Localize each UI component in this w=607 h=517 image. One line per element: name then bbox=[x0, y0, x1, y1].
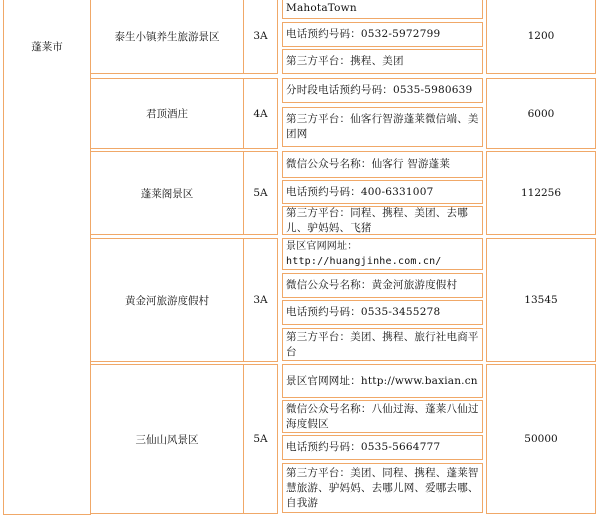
channel-cell bbox=[282, 206, 483, 235]
channel-text: 第三方平台：携程、美团 bbox=[286, 55, 404, 67]
channel-cell bbox=[282, 0, 483, 19]
visitors-cell bbox=[486, 151, 596, 235]
scenic-name-cell bbox=[90, 238, 244, 362]
channel-cell bbox=[282, 435, 483, 460]
channel-text: 景区官网网址：http://www.baxian.cn bbox=[286, 374, 478, 387]
visitors-value: 112256 bbox=[520, 187, 562, 199]
channel-text: 第三方平台：美团、同程、携程、蓬莱智慧旅游、驴妈妈、去哪儿网、爱哪去哪、自我游 bbox=[286, 466, 479, 509]
channel-text: 电话预约号码：400-6331007 bbox=[286, 185, 434, 198]
level-value: 4A bbox=[253, 107, 268, 120]
channel-cell bbox=[282, 273, 483, 298]
scenic-name-cell bbox=[90, 364, 244, 514]
scenic-name-cell bbox=[90, 78, 244, 149]
channel-text: 微信公众号名称：黄金河旅游度假村 bbox=[286, 279, 458, 291]
channel-text: 第三方平台：同程、携程、美团、去哪儿、驴妈妈、飞猪 bbox=[286, 206, 468, 234]
visitors-cell bbox=[486, 238, 596, 362]
channel-cell bbox=[282, 463, 483, 513]
channel-text: 电话预约号码：0532-5972799 bbox=[286, 28, 441, 40]
visitors-value: 13545 bbox=[524, 294, 558, 306]
channel-cell bbox=[282, 400, 483, 433]
channel-text: 分时段电话预约号码：0535-5980639 bbox=[286, 84, 473, 96]
channel-cell bbox=[282, 328, 483, 361]
visitors-value: 1200 bbox=[527, 30, 555, 42]
channel-cell bbox=[282, 78, 483, 103]
channel-cell bbox=[282, 49, 483, 74]
level-value: 5A bbox=[253, 433, 268, 445]
channel-text: 微信公众号名称：仙客行 智游蓬莱 bbox=[286, 158, 451, 170]
scenic-name-cell bbox=[90, 0, 244, 74]
channel-cell bbox=[282, 180, 483, 204]
channel-cell bbox=[282, 107, 483, 147]
city-cell bbox=[3, 0, 91, 515]
scenic-name: 泰生小镇养生旅游景区 bbox=[114, 30, 220, 43]
channel-text: 电话预约号码：0535-3455278 bbox=[286, 306, 441, 318]
channel-cell bbox=[282, 22, 483, 47]
level-cell bbox=[243, 78, 278, 149]
channel-text: 电话预约号码：0535-5664777 bbox=[286, 441, 441, 453]
channel-cell bbox=[282, 151, 483, 178]
channel-text: 景区官网网址：http://huangjinhe.com.cn/ bbox=[286, 241, 442, 267]
visitors-cell bbox=[486, 364, 596, 514]
level-cell bbox=[243, 364, 278, 514]
visitors-value: 50000 bbox=[524, 433, 558, 445]
level-value: 3A bbox=[253, 294, 268, 306]
scenic-name-cell bbox=[90, 151, 244, 235]
city-name: 蓬莱市 bbox=[31, 41, 63, 53]
scenic-name: 三仙山风景区 bbox=[135, 433, 199, 446]
level-cell bbox=[243, 238, 278, 362]
level-value: 3A bbox=[253, 30, 268, 42]
channel-text: 微信公众号名称：八仙过海、蓬莱八仙过海度假区 bbox=[286, 402, 479, 430]
channel-cell bbox=[282, 364, 483, 398]
channel-cell bbox=[282, 300, 483, 325]
visitors-value: 6000 bbox=[527, 107, 555, 120]
visitors-cell bbox=[486, 0, 596, 74]
level-cell bbox=[243, 151, 278, 235]
channel-text: MahotaTown bbox=[286, 2, 357, 14]
scenic-name: 君顶酒庄 bbox=[146, 108, 188, 120]
visitors-cell bbox=[486, 78, 596, 149]
level-value: 5A bbox=[253, 187, 268, 199]
channel-text: 第三方平台：美团、携程、旅行社电商平台 bbox=[286, 330, 479, 358]
channel-text: 第三方平台：仙客行智游蓬莱微信端、美团网 bbox=[286, 113, 479, 140]
scenic-name: 蓬莱阁景区 bbox=[140, 187, 194, 200]
channel-cell bbox=[282, 238, 483, 270]
level-cell bbox=[243, 0, 278, 74]
scenic-name: 黄金河旅游度假村 bbox=[125, 294, 209, 307]
